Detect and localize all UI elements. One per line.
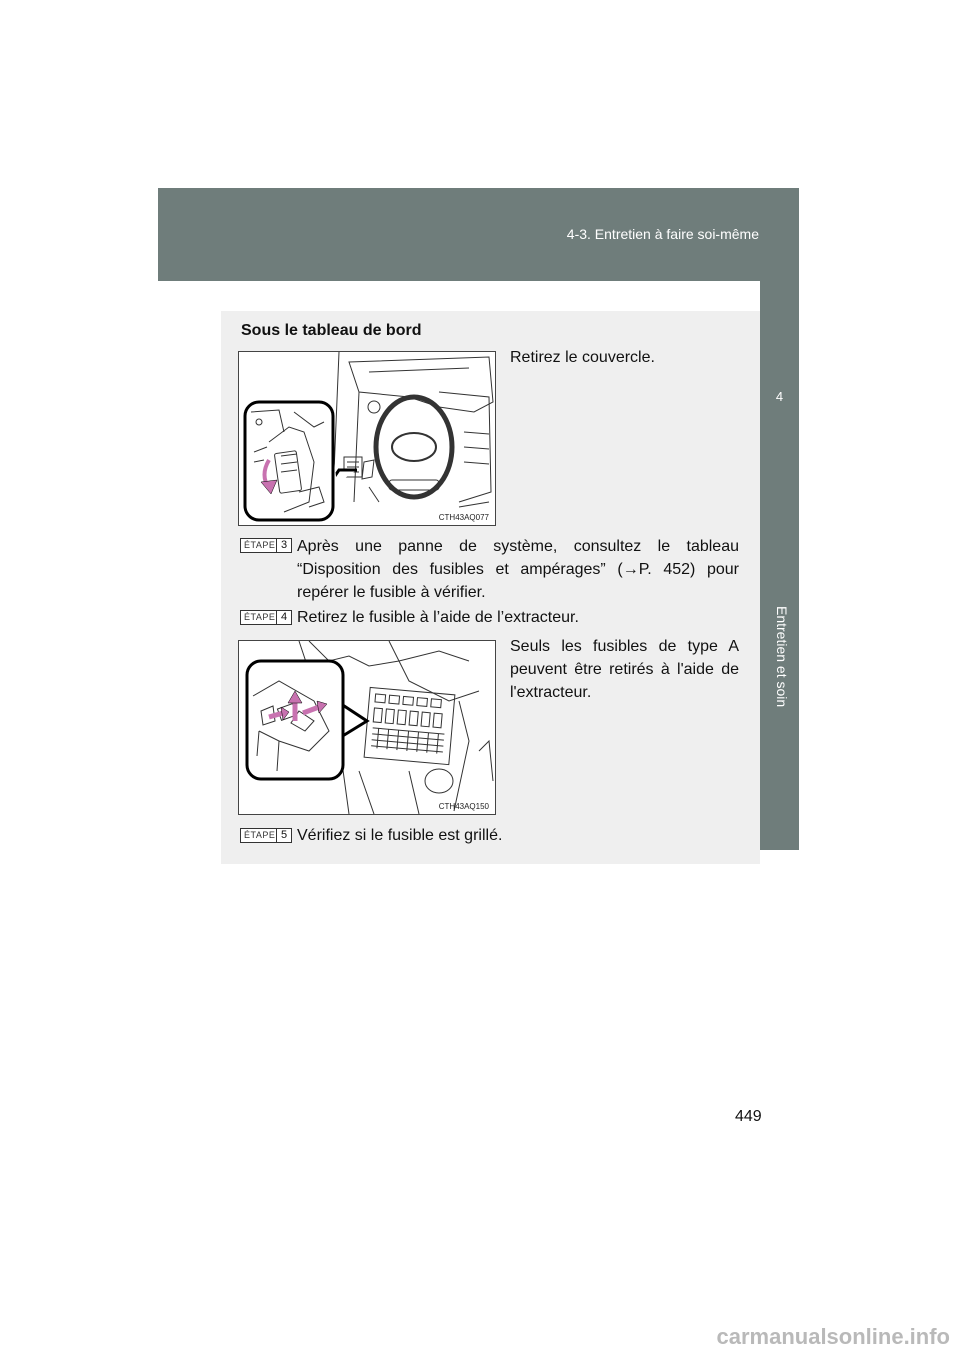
figure-code: CTH43AQ150 [438,802,489,811]
chapter-number: 4 [775,389,784,404]
page-number: 449 [735,1108,762,1125]
step-4-text: Retirez le fusible à l’aide de l’extracteur. [297,609,579,626]
step-3-text: Après une panne de système, consultez le tableau “Disposition des fusibles et ampérages” (→P. 452) pour repérer le fusible à vérifier. [297,538,739,601]
figure-code: CTH43AQ077 [438,513,489,522]
step-3-badge: ÉTAPE 3 [240,538,292,553]
chapter-label: Entretien et soin [774,606,790,708]
fuse-type-note: Seuls les fusibles de type A peuvent être retirés à l'aide de l'extracteur. [510,638,739,701]
fuse-box-drawing [239,641,495,814]
step-5-text: Vérifiez si le fusible est grillé. [297,827,503,844]
chapter-tab [760,281,799,850]
section-header [158,188,799,281]
fuse-box-illustration [238,640,496,815]
instruction-remove-cover: Retirez le couvercle. [510,349,655,366]
dashboard-illustration [238,351,496,526]
section-title: 4-3. Entretien à faire soi-même [566,226,759,242]
watermark: carmanualsonline.info [716,1324,950,1349]
subsection-title: Sous le tableau de bord [241,322,422,339]
dashboard-drawing [239,352,495,525]
step-5-badge: ÉTAPE 5 [240,828,292,843]
step-4-badge: ÉTAPE 4 [240,610,292,625]
